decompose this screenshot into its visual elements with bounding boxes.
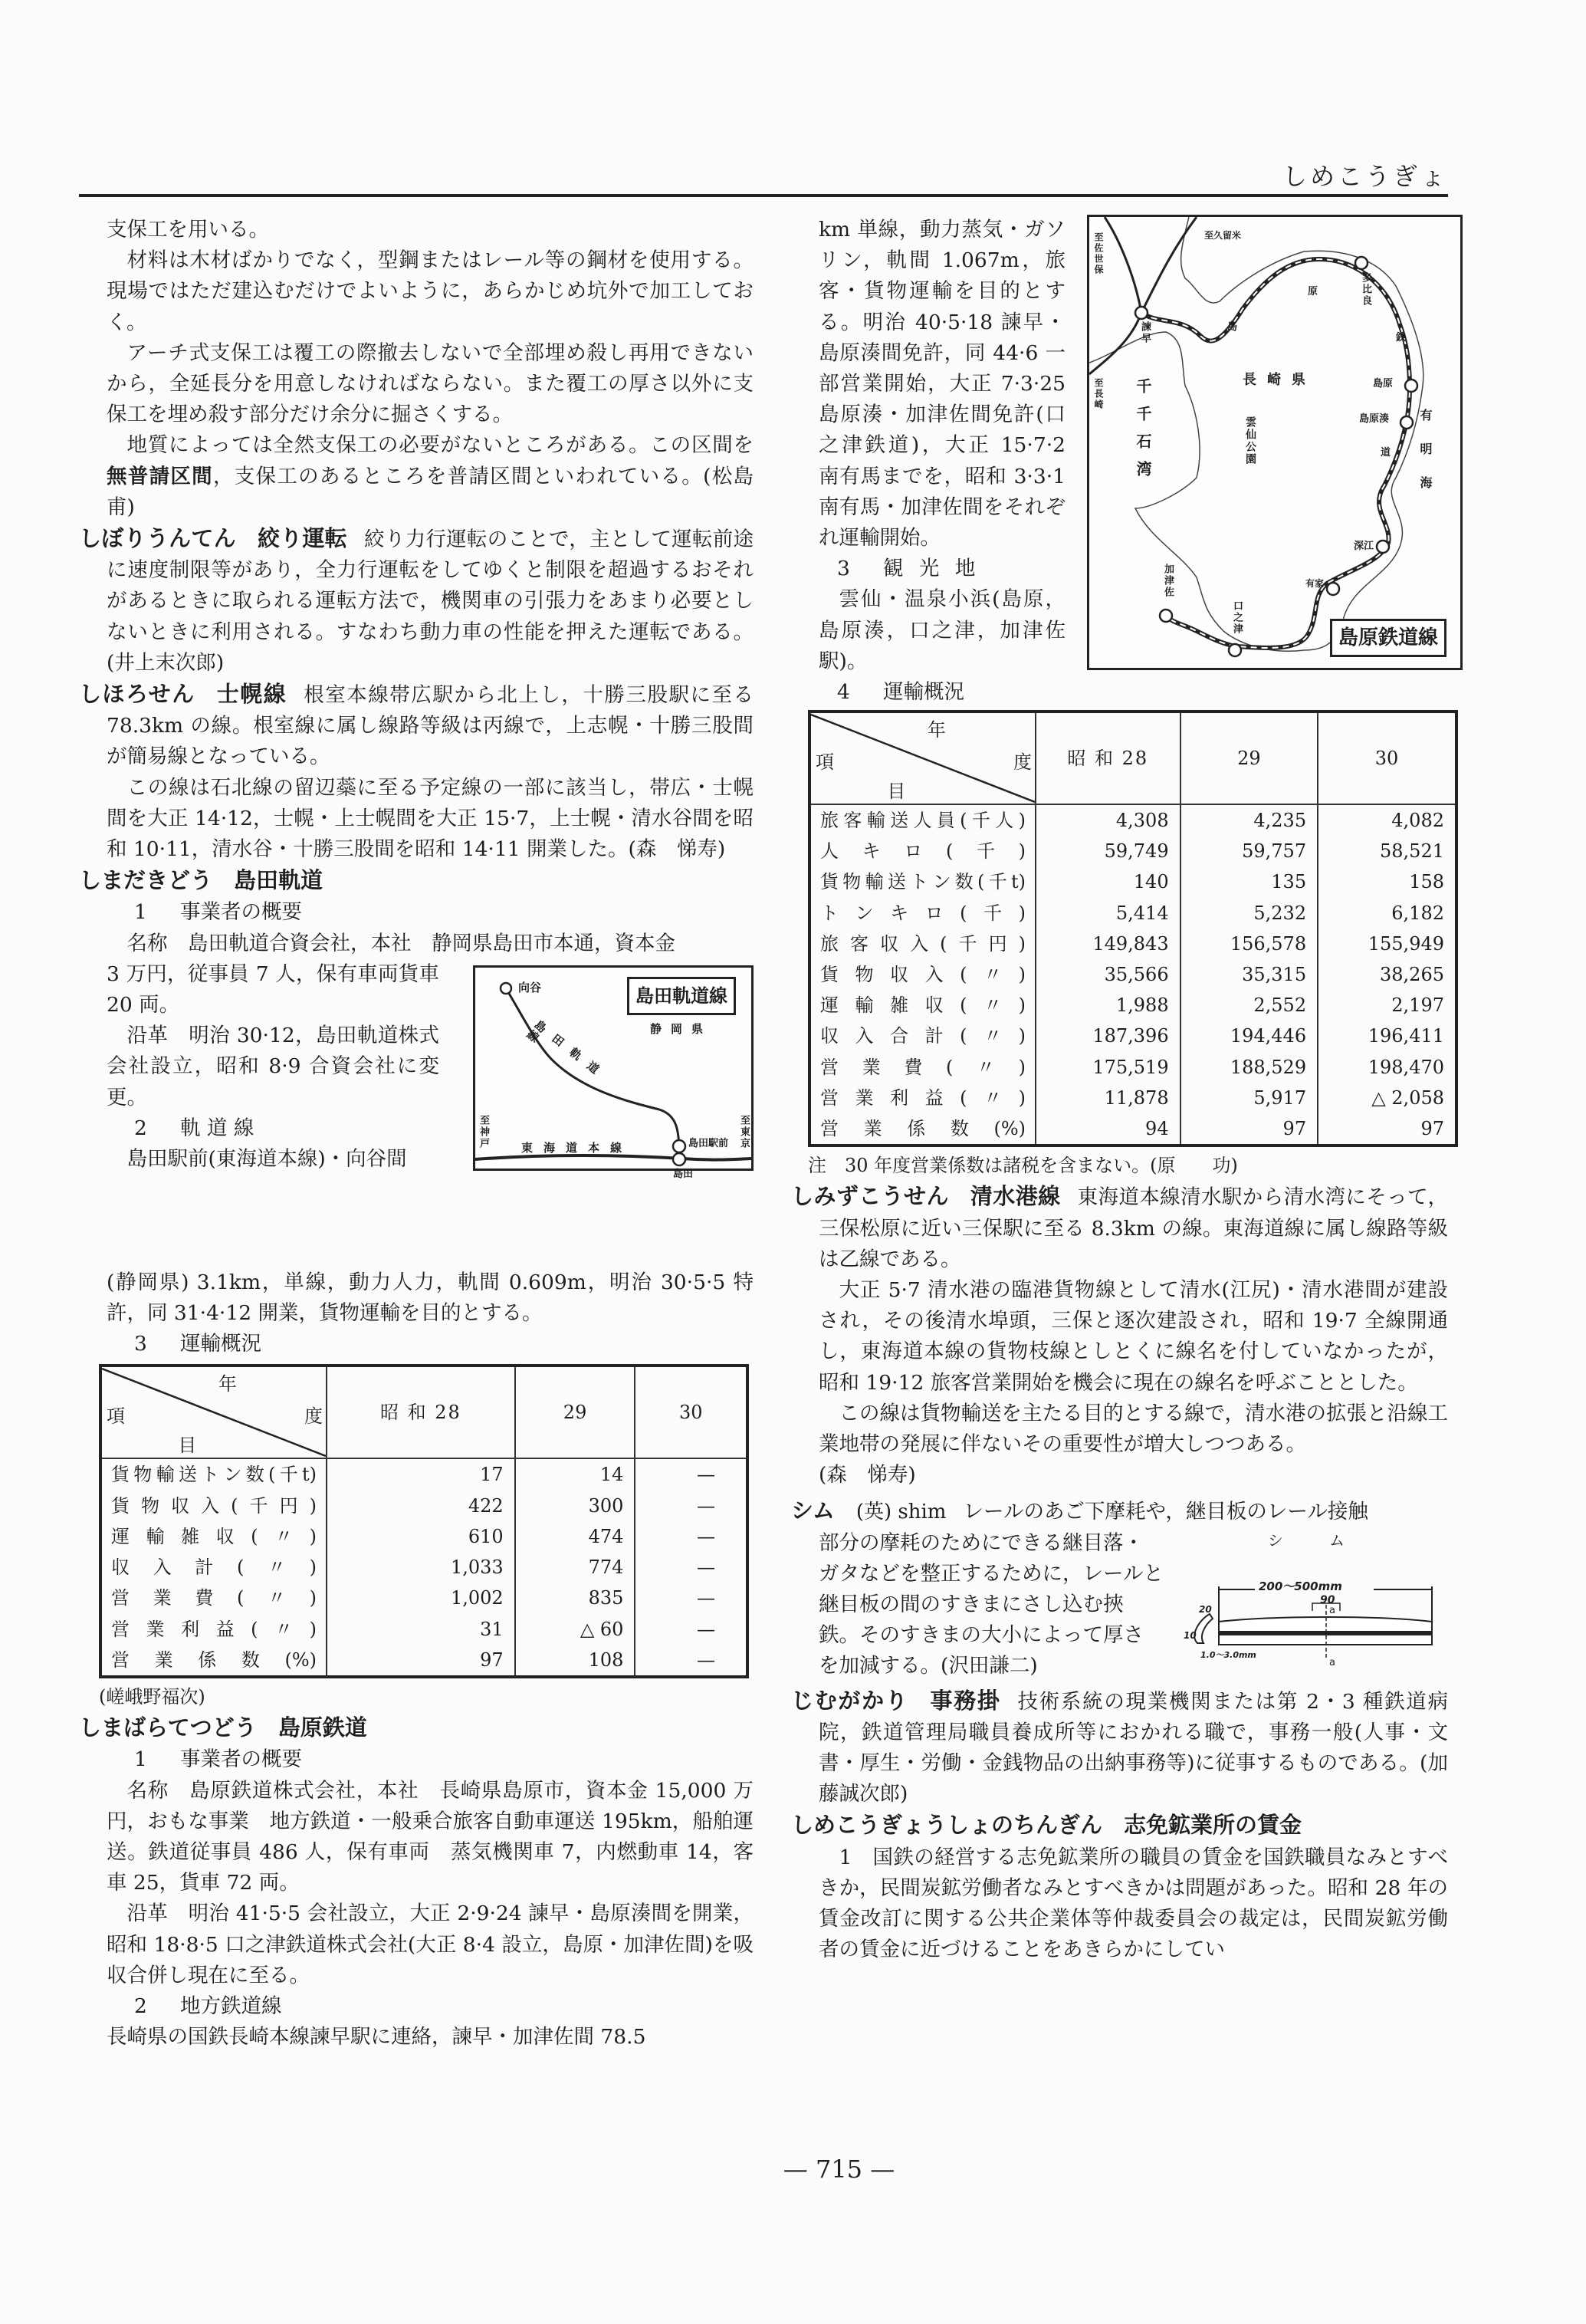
- table-cell: 194,446: [1180, 1021, 1318, 1051]
- table-cell: —: [635, 1458, 747, 1490]
- paragraph: 支保工を用いる。: [107, 218, 269, 242]
- table-cell: 175,519: [1036, 1052, 1180, 1083]
- station-kuchinotsu-marker: [1229, 644, 1241, 656]
- entry-body: 絞り力行運転のことで，主として運転前途に速度制限等があり，全力行運転をしてゆくと制限を超過するおそれがあるときに取られる運転方法で，機関車の引張力をあまり必要としないときに利用される。すなわち動力車の性能を押えた運転である。(井上末次郎): [107, 528, 754, 675]
- table-cell: 140: [1036, 866, 1180, 897]
- table-cell: 610: [327, 1521, 515, 1552]
- station-kazusa-marker: [1160, 610, 1172, 622]
- shim-dim-10: 10: [1184, 1629, 1197, 1641]
- table-cell: 158: [1318, 866, 1456, 897]
- table-row: [809, 836, 1456, 866]
- entry-kana: しみずこうせん: [791, 1183, 949, 1210]
- row-label: 営業係数(%): [111, 1648, 317, 1671]
- station-shimabara-marker: [1405, 380, 1417, 392]
- map-label-shimada-line: 島田軌道線: [524, 1017, 611, 1083]
- table-cell: 6,182: [1318, 898, 1456, 929]
- entry-kana: しめこうぎょうしょのちんぎん: [791, 1812, 1103, 1839]
- paragraph: 長崎県の国鉄長崎本線諫早駅に連絡，諫早・加津佐間 78.5: [107, 2025, 646, 2050]
- entry-term: 事務掛: [930, 1687, 1001, 1714]
- entry-shihoro-sen: [79, 679, 754, 773]
- station-shimada-marker: [673, 1153, 685, 1165]
- table-cell: 188,529: [1180, 1052, 1318, 1083]
- map-label-park: 雲仙公園: [1244, 416, 1256, 465]
- table-row: [809, 1021, 1456, 1051]
- table-row: [809, 990, 1456, 1021]
- entry-term: 島田軌道: [234, 867, 323, 894]
- left-column: [79, 215, 774, 2053]
- table-cell: 97: [1180, 1113, 1318, 1146]
- diagonal-header-cell: 年 度 項 目: [100, 1366, 327, 1458]
- entry-kana: しまだきどう: [79, 867, 213, 894]
- paragraph: 大正 5·7 清水港の臨港貨物線として清水(江尻)・清水港間が建設され，その後清水埠頭，三保と逐次建設され，昭和 19·7 全線開通し，東海道本線の貨物枝線としとくに線名を付していなかったが，昭和 19·12 旅客営業開始を機会に現在の線名を呼ぶこととした。: [819, 1278, 1448, 1395]
- map-label-taira: 多比良: [1360, 272, 1371, 307]
- entry-term: 士幌線: [216, 681, 287, 708]
- table-cell: 5,232: [1180, 898, 1318, 929]
- table-cell: 14: [515, 1458, 635, 1490]
- table-row: [809, 898, 1456, 929]
- table-row: [100, 1491, 747, 1521]
- paragraph: アーチ式支保工は覆工の際撤去しないで全部埋め殺し再用できないから，全延長分を用意しなければならない。また覆工の厚さ以外に支保工を埋め殺す部分だけ余分に掘さくする。: [107, 340, 754, 427]
- table-row: [100, 1614, 747, 1645]
- table-cell: 155,949: [1318, 929, 1456, 959]
- table-cell: —: [635, 1521, 747, 1552]
- map-label-shimabaraminato: 島原湊: [1359, 413, 1390, 425]
- subsection-heading: 3 運輸概況: [134, 1332, 261, 1356]
- row-label: 収入合計(〃): [820, 1025, 1026, 1047]
- row-label: 貨物収入(〃): [820, 964, 1026, 986]
- table-cell: —: [635, 1583, 747, 1613]
- map-label-to-sasebo: 至佐世保: [1093, 232, 1104, 275]
- row-label: 営業費(〃): [111, 1587, 317, 1609]
- map-label-to-kobe: 至神戸: [478, 1114, 489, 1149]
- table-cell: 17: [327, 1458, 515, 1490]
- paragraph: 雲仙・温泉小浜(島原，島原湊，口之津，加津佐駅)。: [819, 587, 1066, 673]
- map-label-line-char: 原: [1308, 286, 1318, 297]
- row-label: 営業係数(%): [820, 1118, 1026, 1140]
- table-cell: △ 2,058: [1318, 1083, 1456, 1113]
- map-label-arie: 有家: [1305, 578, 1325, 589]
- map-label-shimabara: 島原: [1373, 378, 1394, 390]
- entry-term: 清水港線: [970, 1183, 1061, 1210]
- shimada-map: [473, 965, 754, 1180]
- table-cell: 35,566: [1036, 959, 1180, 990]
- table-cell: 422: [327, 1491, 515, 1521]
- row-label: 運輸雑収(〃): [111, 1525, 317, 1547]
- column-header-year: 昭 和 28: [327, 1366, 515, 1458]
- table-cell: —: [635, 1645, 747, 1677]
- shimabara-transport-table: [808, 710, 1458, 1147]
- table-cell: 835: [515, 1583, 635, 1613]
- table-cell: 5,414: [1036, 898, 1180, 929]
- map-label-bay: 千千石湾: [1134, 378, 1152, 488]
- row-label: 収入計(〃): [111, 1556, 317, 1579]
- paragraph: 名称 島原鉄道株式会社，本社 長崎県島原市，資本金 15,000 万円，おもな事業 地方鉄道・一般乗合旅客自動車運送 195km，船舶運送。鉄道従事員 486 人，保有車両 蒸気機関車 7，内燃動車 14，客車 25，貨車 72 両。: [107, 1778, 754, 1895]
- table-cell: —: [635, 1491, 747, 1521]
- map-label-prefecture: 静岡県: [650, 1021, 713, 1036]
- table-cell: 156,578: [1180, 929, 1318, 959]
- column-header-year: 昭 和 28: [1036, 712, 1180, 804]
- map-label-fukae: 深江: [1354, 541, 1374, 552]
- shim-dim-20: 20: [1199, 1603, 1212, 1615]
- table-body: [809, 804, 1456, 1146]
- table-cell: △ 60: [515, 1614, 635, 1645]
- entry-kana: じむがかり: [791, 1687, 909, 1714]
- table-cell: 187,396: [1036, 1021, 1180, 1051]
- shim-figure-title: シ ム: [1268, 1530, 1360, 1550]
- table-cell: 11,878: [1036, 1083, 1180, 1113]
- shimada-map-title: 島田軌道線: [627, 977, 736, 1015]
- table-cell: 4,308: [1036, 804, 1180, 836]
- paragraph: 3 万円，従事員 7 人，保有車両貨車 20 両。: [107, 961, 439, 1017]
- table-row: [100, 1645, 747, 1677]
- diagonal-line: [102, 1367, 326, 1458]
- row-label: 旅客収入(千円): [820, 932, 1026, 955]
- entry-term: 絞り運転: [257, 525, 348, 552]
- subsection-heading: 1 事業者の概要: [134, 1747, 302, 1772]
- author-credit: (森 悌寿): [819, 1463, 916, 1487]
- table-cell: —: [635, 1614, 747, 1645]
- column-header-year: 29: [1180, 712, 1318, 804]
- paragraph: (静岡県) 3.1km，単線，動力人力，軌間 0.609m，明治 30·5·5 特許，同 31·4·12 開業，貨物運輸を目的とする。: [107, 1270, 754, 1326]
- paragraph: km 単線，動力蒸気・ガソリン，軌間 1.067m，旅客・貨物運輸を目的とする。明治 40·5·18 諫早・島原湊間免許，同 44·6 一部営業開始，大正 7·3·25 島原湊・加津佐間免許(口之津鉄道)，大正 15·7·2 南有馬までを，昭和 3·3·1 南有馬・加津佐間をそれぞれ運輸開始。: [819, 218, 1066, 551]
- table-row: [809, 959, 1456, 990]
- paragraph: この線は石北線の留辺蘂に至る予定線の一部に該当し，帯広・士幌間を大正 14·12，士幌・上士幌間を大正 15·7，上士幌・清水谷間を昭和 10·11，清水谷・十勝三股間を昭和 14·11 開業した。(森 悌寿): [107, 775, 754, 862]
- subsection-heading: 3 観 光 地: [837, 557, 980, 581]
- table-row: [809, 866, 1456, 897]
- map-label-tokaido: 東海道本線: [521, 1140, 633, 1155]
- map-label-line-char: 鉄: [1396, 332, 1407, 344]
- map-label-to-nagasaki: 至長崎: [1093, 378, 1104, 410]
- station-fukae-marker: [1377, 541, 1389, 553]
- entry-term: (英) shim: [855, 1501, 947, 1524]
- entry-shim: [791, 1495, 1448, 1527]
- shimabara-map: [1087, 215, 1463, 670]
- table-cell: 300: [515, 1491, 635, 1521]
- map-label-line-char: 道: [1381, 447, 1391, 459]
- right-column: [791, 215, 1448, 1966]
- table-body: [100, 1458, 747, 1676]
- table-row: [100, 1521, 747, 1552]
- station-taira-marker: [1355, 257, 1368, 269]
- paragraph: 材料は木材ばかりでなく，型鋼またはレール等の鋼材を使用する。現場ではただ建込むだけでよいように，あらかじめ坑外で加工しておく。: [107, 248, 754, 334]
- table-cell: 4,235: [1180, 804, 1318, 836]
- map-label-to-kurume: 至久留米: [1204, 230, 1242, 241]
- table-cell: 149,843: [1036, 929, 1180, 959]
- table-row: [809, 1052, 1456, 1083]
- shimada-transport-table: [99, 1364, 749, 1678]
- column-header-year: 30: [635, 1366, 747, 1458]
- station-arie-marker: [1327, 583, 1339, 595]
- column-header-year: 29: [515, 1366, 635, 1458]
- entry-shimizu-kosen: [791, 1181, 1448, 1275]
- row-label: 旅客輸送人員(千人): [820, 810, 1026, 831]
- table-cell: 38,265: [1318, 959, 1456, 990]
- subsection-heading: 4 運輸概況: [837, 680, 964, 705]
- paragraph: 1 国鉄の経営する志免鉱業所の職員の賃金を国鉄職員なみとすべきか，民間炭鉱労働者なみとすべきかは問題があった。昭和 28 年の賃金改訂に関する公共企業体等仲裁委員会の裁定は，民間炭鉱労働者の賃金に近づけることをあきらかにしてい: [819, 1845, 1448, 1962]
- table-cell: 2,197: [1318, 990, 1456, 1021]
- map-label-kuchinotsu: 口之津: [1231, 600, 1243, 635]
- paragraph: 沿革 明治 41·5·5 会社設立，大正 2·9·24 諫早・島原湊間を開業，昭和 18·8·5 口之津鉄道株式会社(大正 8·4 設立，島原・加津佐間)を吸収合併し現在に至る。: [107, 1902, 754, 1987]
- paragraph: 名称 島田軌道合資会社，本社 静岡県島田市本通，資本金: [126, 931, 675, 955]
- shimabara-map-title: 島原鉄道線: [1330, 619, 1446, 657]
- shim-dim-length: 200～500mm: [1259, 1579, 1342, 1593]
- table-cell: 774: [515, 1552, 635, 1583]
- entry-kana: しぼりうんてん: [79, 525, 236, 552]
- table-cell: 4,082: [1318, 804, 1456, 836]
- railway-route-inner: [1141, 259, 1410, 648]
- station-shimabaraminato-marker: [1400, 416, 1413, 429]
- bold-term: 無普請区間: [107, 464, 213, 488]
- shim-section-mark: a: [1329, 1604, 1335, 1616]
- table-row: [809, 1083, 1456, 1113]
- row-label: 営業費(〃): [820, 1056, 1026, 1078]
- table-cell: 31: [327, 1614, 515, 1645]
- subsection-heading: 1 事業者の概要: [134, 900, 302, 925]
- map-label-shimada: 島田: [673, 1168, 694, 1180]
- diagonal-line: [811, 713, 1035, 804]
- omura-line-route: [1105, 217, 1141, 313]
- nagasaki-line-south: [1089, 313, 1141, 374]
- author-credit: (嵯峨野福次): [99, 1685, 205, 1708]
- entry-kana: しまばらてつどう: [79, 1714, 257, 1741]
- table-row: [809, 804, 1456, 836]
- entry-shimabara-tetsudo: [79, 1712, 754, 1744]
- table-cell: 1,988: [1036, 990, 1180, 1021]
- map-label-mukaiya: 向谷: [518, 980, 542, 994]
- table-cell: 108: [515, 1645, 635, 1677]
- shimada-block: [79, 959, 754, 1267]
- entry-body: 技術系統の現業機関または第 2・3 種鉄道病院，鉄道管理局職員養成所等におかれる職で，事務一般(人事・文書・厚生・労働・金銭物品の出納事務等)に従事するものである。(加藤誠次郎): [819, 1689, 1448, 1806]
- table-row: [100, 1458, 747, 1490]
- table-cell: 59,757: [1180, 836, 1318, 866]
- table-cell: 94: [1036, 1113, 1180, 1146]
- column-header-year: 30: [1318, 712, 1456, 804]
- table-cell: 35,315: [1180, 959, 1318, 990]
- map-label-ekimae: 島田駅前: [688, 1137, 729, 1149]
- paragraph: この線は貨物輸送を主たる目的とする線で，清水港の拡張と沿線工業地帯の発展に伴ないその重要性が増大しつつある。: [819, 1401, 1448, 1457]
- row-label: 貨物輸送トン数(千t): [820, 871, 1026, 893]
- row-label: 人キロ(千): [820, 840, 1026, 863]
- station-ekimae-marker: [673, 1140, 685, 1152]
- map-label-prefecture: 長崎県: [1243, 372, 1316, 388]
- table-note: 注 30 年度営業係数は諸税を含まない。(原 功): [808, 1155, 1238, 1177]
- row-label: 運輸雑収(〃): [820, 994, 1026, 1017]
- header-rule: [79, 194, 1448, 197]
- table-header-row: [809, 712, 1456, 804]
- table-cell: 1,033: [327, 1552, 515, 1583]
- entry-shime-kogyosho-chingin: [791, 1810, 1448, 1842]
- table-cell: 1,002: [327, 1583, 515, 1613]
- running-head: しめこうぎょ: [1282, 162, 1448, 191]
- entry-term: 島原鉄道: [277, 1714, 367, 1741]
- entry-body: 根室本線帯広駅から北上し，十勝三股駅に至る 78.3km の線。根室線に属し線路等級は丙線で，上志幌・十勝三股間が簡易線となっている。: [107, 683, 754, 769]
- row-label: トンキロ(千): [820, 902, 1026, 924]
- entry-shibori-unten: [79, 523, 754, 679]
- subsection-heading: 2 地方鉄道線: [134, 1994, 282, 2018]
- shim-section-mark: a: [1329, 1656, 1335, 1668]
- row-label: 貨物輸送トン数(千t): [111, 1464, 317, 1486]
- railway-route: [1141, 259, 1410, 648]
- table-cell: 2,552: [1180, 990, 1318, 1021]
- subsection-heading: 2 軌 道 線: [134, 1116, 254, 1140]
- paragraph: 沿革 明治 30·12，島田軌道株式会社設立，昭和 8·9 合資会社に変更。: [107, 1024, 439, 1109]
- table-cell: 5,917: [1180, 1083, 1318, 1113]
- table-cell: 97: [1318, 1113, 1456, 1146]
- paragraph: 部分の摩耗のためにできる継目落・ガタなどを整正するために，レールと継目板の間のすきまにさし込む挾鉄。そのすきまの大小によって厚さを加減する。(沢田謙二): [819, 1530, 1164, 1678]
- table-cell: 59,749: [1036, 836, 1180, 866]
- table-cell: 58,521: [1318, 836, 1456, 866]
- shim-block: [791, 1528, 1448, 1685]
- table-cell: —: [635, 1552, 747, 1583]
- table-row: [809, 929, 1456, 959]
- paragraph: 島田駅前(東海道本線)・向谷間: [126, 1147, 407, 1172]
- entry-jimugakari: [791, 1685, 1448, 1810]
- shim-dim-90: 90: [1320, 1593, 1335, 1606]
- map-label-isahaya: 諫早: [1139, 321, 1151, 344]
- table-cell: 198,470: [1318, 1052, 1456, 1083]
- map-label-sea: 有明海: [1418, 409, 1433, 510]
- table-cell: 474: [515, 1521, 635, 1552]
- entry-kana: シム: [791, 1497, 835, 1524]
- row-label: 貨物収入(千円): [111, 1494, 317, 1517]
- row-label: 営業利益(〃): [111, 1618, 317, 1640]
- page-number: — 715 —: [783, 2155, 895, 2184]
- paragraph: 地質によっては全然支保工の必要がないところがある。この区間を無普請区間，支保工のあるところを普請区間といわれている。(松島 甫): [107, 433, 774, 519]
- tokaido-line-route: [475, 1155, 751, 1160]
- station-mukaiya-marker: [501, 983, 511, 994]
- table-cell: 196,411: [1318, 1021, 1456, 1051]
- shim-figure: [1182, 1528, 1450, 1681]
- row-label: 営業利益(〃): [820, 1086, 1026, 1109]
- entry-shimada-kido: [79, 865, 754, 897]
- map-label-kazusa: 加津佐: [1162, 564, 1174, 598]
- station-isahaya-marker: [1135, 307, 1148, 319]
- table-header-row: [100, 1366, 747, 1458]
- map-label-to-tokyo: 至東京: [738, 1114, 750, 1149]
- table-cell: 97: [327, 1645, 515, 1677]
- table-row: [809, 1113, 1456, 1146]
- entry-body: レールのあご下摩耗や，継目板のレール接触: [963, 1500, 1368, 1524]
- entry-body: 東海道本線清水駅から清水湾にそって，三保松原に近い三保駅に至る 8.3km の線。東海道線に属し線路等級は乙線である。: [819, 1185, 1448, 1271]
- table-row: [100, 1583, 747, 1613]
- map-label-line-char: 島: [1227, 321, 1238, 333]
- nagasaki-line-north: [1141, 217, 1197, 313]
- entry-kana: しほろせん: [79, 681, 195, 708]
- entry-term: 志免鉱業所の賃金: [1124, 1812, 1302, 1839]
- shim-thickness: 1.0～3.0mm: [1200, 1649, 1256, 1660]
- shimabara-block: [791, 215, 1448, 705]
- table-row: [100, 1552, 747, 1583]
- diagonal-header-cell: 年 度 項 目: [809, 712, 1036, 804]
- table-cell: 135: [1180, 866, 1318, 897]
